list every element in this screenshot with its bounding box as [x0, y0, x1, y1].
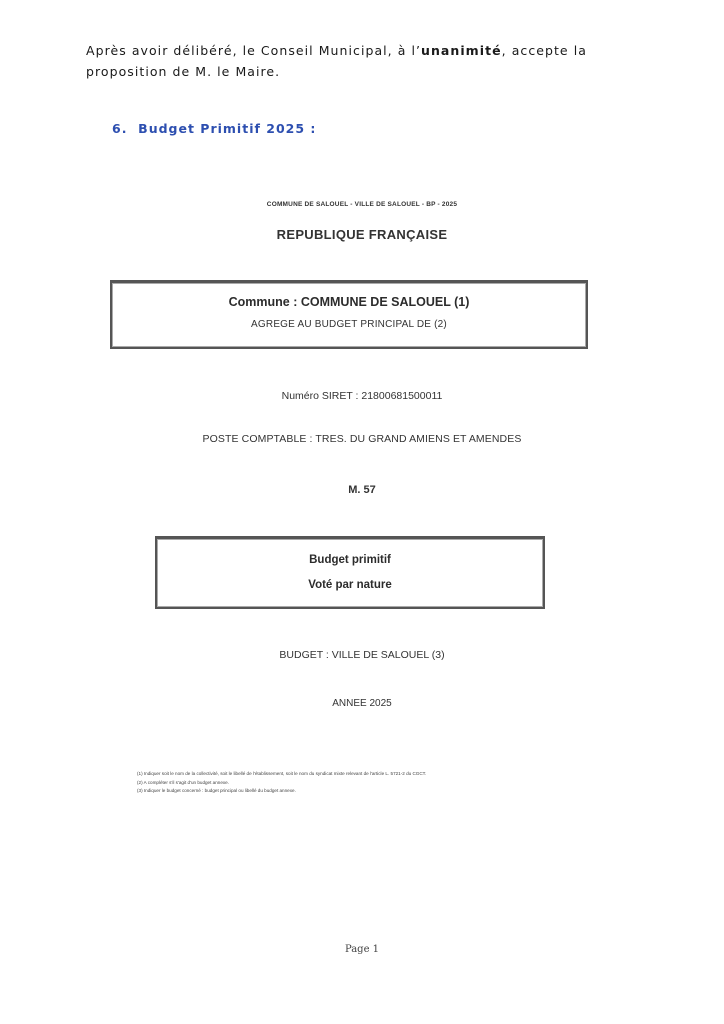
footnote-1: (1) Indiquer soit le nom de la collectivité, soit le libellé de l'établissement, soit le nom du syndicat mixte relevant de l'article L. 5721-2 du CGCT.: [137, 771, 427, 776]
intro-emphasis: unanimité: [421, 43, 502, 58]
footnote-2: (2) A compléter s'il s'agit d'un budget annexe.: [137, 779, 230, 785]
scanned-budget-cover: [0, 180, 724, 830]
page-number: Page 1: [344, 944, 380, 955]
budget-type: Budget primitif: [309, 554, 391, 566]
cover-republique: REPUBLIQUE FRANÇAISE: [276, 227, 448, 242]
footnotes: [137, 770, 426, 796]
intro-paragraph: [86, 40, 646, 82]
budget-name: BUDGET : VILLE DE SALOUEL (3): [279, 649, 445, 661]
commune-box: [110, 280, 588, 349]
poste-comptable: POSTE COMPTABLE : TRES. DU GRAND AMIENS ET AMENDES: [202, 433, 522, 445]
budget-box: [155, 536, 545, 609]
intro-text-end: , accepte la proposition de M. le Maire.: [86, 43, 587, 79]
siret-number: Numéro SIRET : 21800681500011: [281, 390, 443, 402]
intro-text-start: Après avoir délibéré, le Conseil Municipal, à l’: [86, 43, 422, 58]
section-number: 6.: [112, 121, 128, 136]
agrege-line: AGREGE AU BUDGET PRINCIPAL DE (2): [251, 319, 447, 330]
cover-small-header: COMMUNE DE SALOUEL - VILLE DE SALOUEL - BP - 2025: [266, 201, 458, 208]
footnote-3: (3) Indiquer le budget concerné : budget principal ou libellé du budget annexe.: [137, 788, 296, 793]
budget-year: ANNEE 2025: [332, 698, 392, 709]
section-title: Budget Primitif 2025 :: [138, 121, 317, 136]
section-heading: [112, 121, 316, 136]
vote-mode: Voté par nature: [308, 579, 392, 591]
nomenclature: M. 57: [348, 484, 376, 496]
commune-name: Commune : COMMUNE DE SALOUEL (1): [228, 295, 470, 309]
